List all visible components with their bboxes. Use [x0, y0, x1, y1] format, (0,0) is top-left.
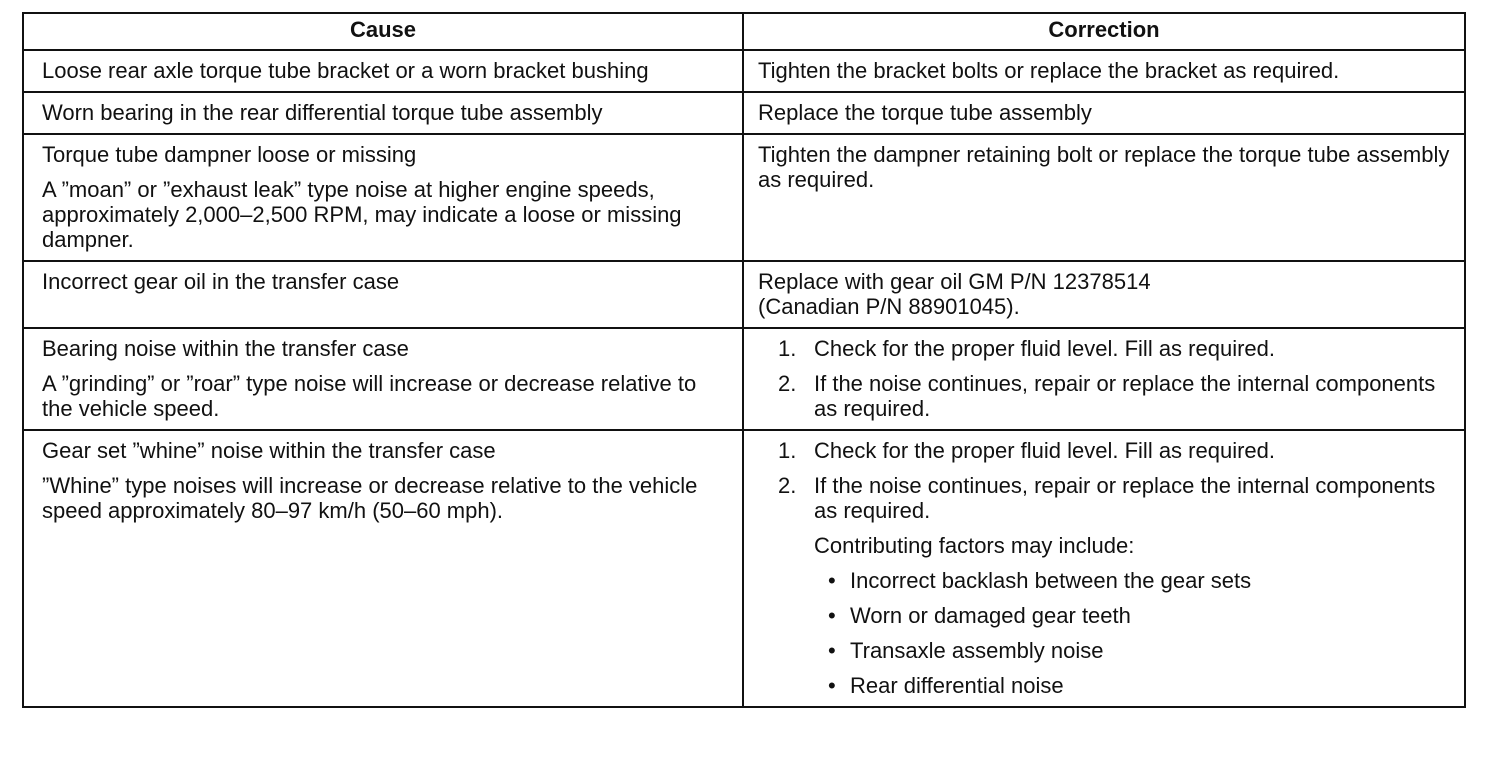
table-row	[23, 50, 1465, 92]
cause-cell	[23, 430, 743, 707]
cause-detail: A ”grinding” or ”roar” type noise will increase or decrease relative to the vehicle speed.	[42, 371, 697, 421]
table-row	[23, 328, 1465, 430]
bullet-item	[758, 568, 1452, 593]
step-text: If the noise continues, repair or replace the internal components as required.	[814, 473, 1436, 523]
cause-cell	[23, 92, 743, 134]
table-header-row	[23, 13, 1465, 50]
table-row	[23, 430, 1465, 707]
correction-cell	[743, 430, 1465, 707]
cause-text: Torque tube dampner loose or missing	[42, 142, 417, 167]
step-item	[758, 438, 1452, 463]
step-number: 1.	[778, 438, 797, 463]
correction-text: Replace the torque tube assembly	[758, 100, 1092, 125]
bullet-text: Worn or damaged gear teeth	[850, 603, 1131, 628]
step-number: 2.	[778, 371, 797, 396]
step-number: 1.	[778, 336, 797, 361]
bullet-icon: •	[828, 568, 836, 593]
correction-cell	[743, 50, 1465, 92]
cause-cell	[23, 134, 743, 261]
cause-detail: A ”moan” or ”exhaust leak” type noise at higher engine speeds, approximately 2,000–2,500 RPM, may indicate a loose or missing dampner.	[42, 177, 682, 252]
bullet-item	[758, 673, 1452, 698]
cause-text: Gear set ”whine” noise within the transfer case	[42, 438, 496, 463]
table-row	[23, 261, 1465, 328]
correction-steps	[758, 336, 1452, 421]
bullet-icon: •	[828, 638, 836, 663]
cause-cell	[23, 50, 743, 92]
step-text: If the noise continues, repair or replace the internal components as required.	[814, 371, 1436, 421]
correction-cell	[743, 261, 1465, 328]
diagnosis-table	[22, 12, 1466, 708]
contributing-factors-list	[758, 568, 1452, 698]
contributing-factors-label: Contributing factors may include:	[814, 533, 1135, 558]
cause-text: Loose rear axle torque tube bracket or a worn bracket bushing	[42, 58, 649, 83]
cause-text: Worn bearing in the rear differential torque tube assembly	[42, 100, 603, 125]
header-correction: Correction	[743, 13, 1465, 50]
cause-text: Incorrect gear oil in the transfer case	[42, 269, 400, 294]
bullet-text: Incorrect backlash between the gear sets	[850, 568, 1252, 593]
table-row	[23, 92, 1465, 134]
step-item	[758, 336, 1452, 361]
step-number: 2.	[778, 473, 797, 498]
header-cause: Cause	[23, 13, 743, 50]
correction-cell	[743, 328, 1465, 430]
table-row	[23, 134, 1465, 261]
correction-steps	[758, 438, 1452, 523]
correction-line: (Canadian P/N 88901045).	[758, 294, 1020, 319]
diagnosis-table-container	[22, 12, 1464, 708]
cause-cell	[23, 261, 743, 328]
bullet-text: Rear differential noise	[850, 673, 1064, 698]
correction-text: Tighten the bracket bolts or replace the bracket as required.	[758, 58, 1340, 83]
correction-text: Tighten the dampner retaining bolt or replace the torque tube assembly as required.	[758, 142, 1450, 192]
bullet-icon: •	[828, 673, 836, 698]
bullet-text: Transaxle assembly noise	[850, 638, 1104, 663]
bullet-item	[758, 603, 1452, 628]
bullet-icon: •	[828, 603, 836, 628]
step-item	[758, 371, 1452, 421]
correction-line: Replace with gear oil GM P/N 12378514	[758, 269, 1151, 294]
cause-detail: ”Whine” type noises will increase or decrease relative to the vehicle speed approximately 80–97 km/h (50–60 mph).	[42, 473, 698, 523]
bullet-item	[758, 638, 1452, 663]
correction-cell	[743, 92, 1465, 134]
step-text: Check for the proper fluid level. Fill as required.	[814, 438, 1275, 463]
cause-cell	[23, 328, 743, 430]
step-text: Check for the proper fluid level. Fill as required.	[814, 336, 1275, 361]
step-item	[758, 473, 1452, 523]
cause-text: Bearing noise within the transfer case	[42, 336, 409, 361]
correction-cell	[743, 134, 1465, 261]
